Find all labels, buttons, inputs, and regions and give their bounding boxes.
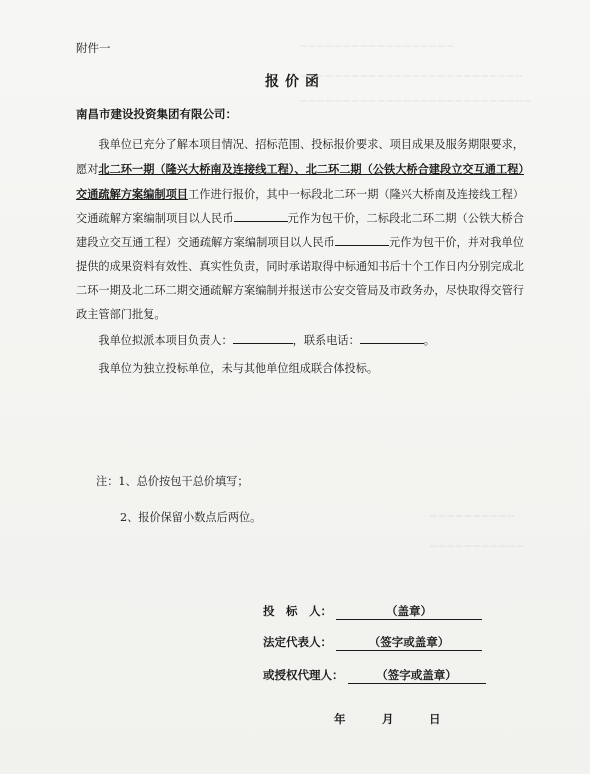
note-decimal-places: 2、报价保留小数点后两位。 — [120, 511, 262, 524]
contact-paragraph — [76, 329, 524, 353]
bidder-seal-field[interactable]: （盖章） — [336, 604, 482, 620]
period-text: 。 — [423, 334, 435, 347]
legal-representative-label: 法定代表人： — [263, 635, 332, 649]
quote-lot2-text: 元作为包干价，二标段北二环二期（公铁大桥合建段立交互通工程）交通疏解方案编制项目以人民币 — [76, 212, 524, 249]
date-year: 年 — [334, 712, 346, 726]
authorized-agent-signature-row — [263, 667, 486, 684]
bleed-through-text: ━━━━━━━━━━━ — [430, 540, 525, 553]
authorized-agent-signature-field[interactable]: （签字或盖章） — [348, 668, 486, 684]
bleed-through-text: ━━━━━━━━━━ — [430, 510, 517, 523]
bidder-label: 投 标 人： — [263, 604, 332, 618]
legal-representative-signature-row — [263, 634, 482, 651]
phone-number-blank[interactable] — [360, 331, 424, 344]
quote-lot1-text: 工作进行报价，其中一标段北二环一期（隆兴大桥南及连接线工程）交通疏解方案编制项目以人民币 — [76, 188, 524, 225]
letter-body — [76, 133, 524, 381]
independence-paragraph: 我单位为独立投标单位，未与其他单位组成联合体投标。 — [98, 362, 379, 375]
authorized-agent-label: 或授权代理人： — [263, 668, 344, 682]
project-name: 北二环一期（隆兴大桥南及连接线工程）、北二环二期（公铁大桥合建段立交互通工程）交通疏解方案编制项目 — [76, 162, 524, 201]
phone-label: ，联系电话： — [292, 334, 360, 347]
bidder-signature-row — [263, 603, 482, 620]
legal-representative-signature-field[interactable]: （签字或盖章） — [336, 635, 482, 651]
bleed-through-text: ━━━━━━━━━━━━━━━━━━━━━━━━━━ — [300, 70, 525, 83]
date-day: 日 — [429, 712, 441, 726]
quote-paragraph — [76, 133, 524, 327]
quote-intro-text: 我单位已充分了解本项目情况、招标范围、投标报价要求、项目成果及服务期限要求，愿对 — [76, 138, 524, 176]
lot1-price-blank[interactable] — [234, 209, 288, 222]
note-total-price: 注：1、总价按包干总价填写； — [96, 475, 249, 488]
date-month: 月 — [382, 712, 394, 726]
page-title: 报价函 — [265, 74, 325, 90]
quote-commitment-text: 元作为包干价，并对我单位提供的成果资料有效性、真实性负责，同时承诺取得中标通知书后十个工作日内分别完成北二环一期及北二环二期交通疏解方案编制并报送市公安交管局及市政务办，尽快取得交管行政主管部门批复。 — [76, 236, 524, 321]
bleed-through-text: ━━━━━━━━━━━━━━━━━━━━━━━━━━━ — [300, 95, 533, 108]
project-manager-blank[interactable] — [233, 331, 293, 344]
lot2-price-blank[interactable] — [335, 233, 389, 246]
bleed-through-text: ━━━━━━━━━━━━━━━━━━ — [300, 40, 456, 53]
manager-label: 我单位拟派本项目负责人： — [98, 334, 233, 347]
addressee: 南昌市建设投资集团有限公司： — [76, 107, 237, 121]
attachment-label: 附件一 — [76, 41, 111, 55]
